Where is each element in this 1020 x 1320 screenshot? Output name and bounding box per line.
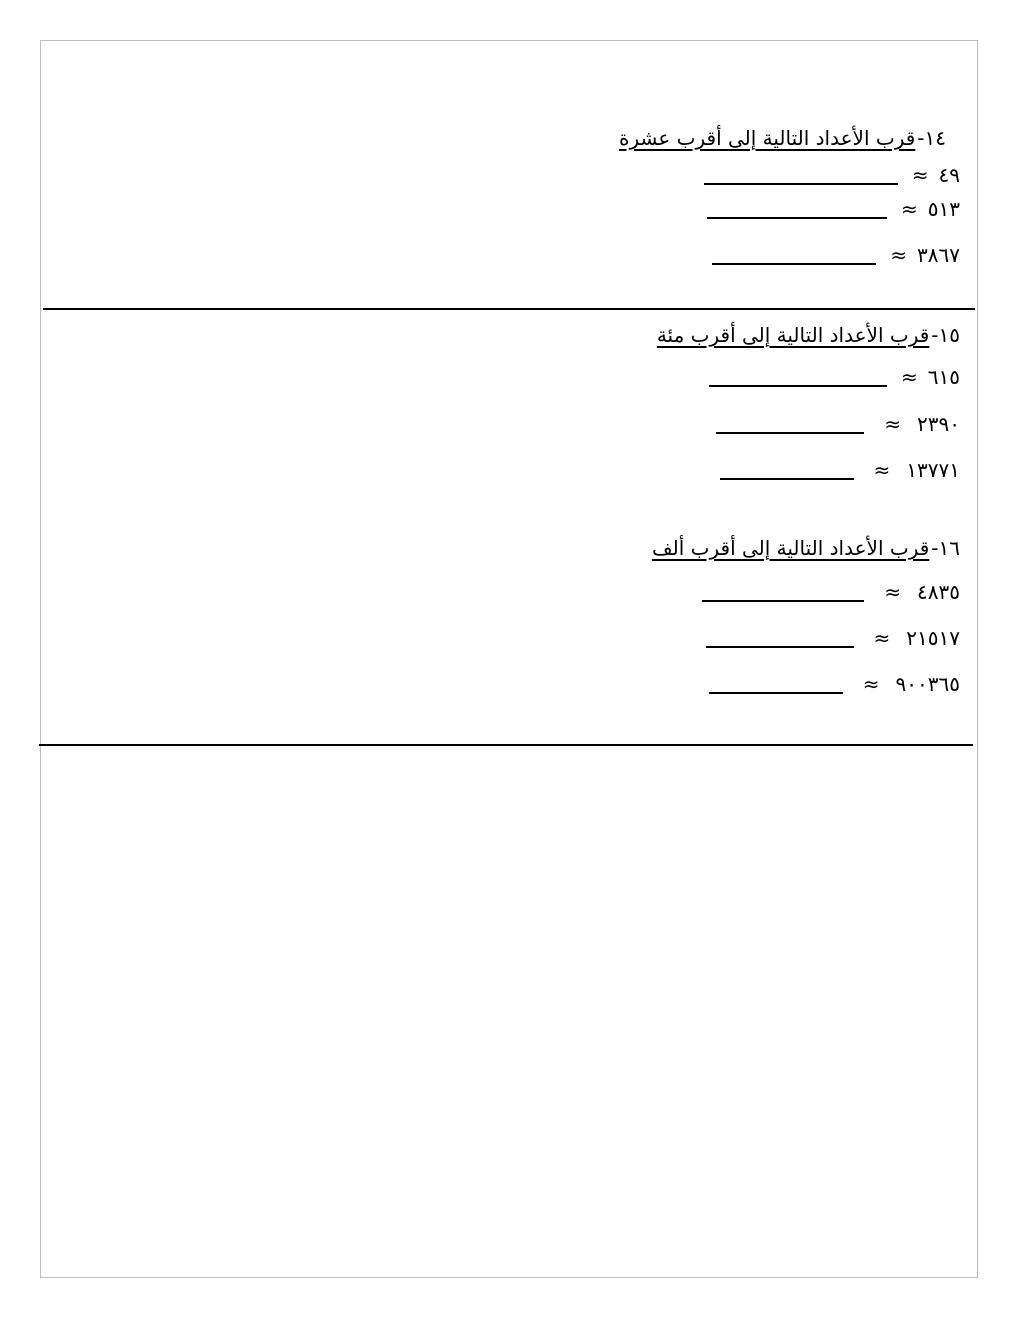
approx-symbol: ≈ (901, 365, 918, 389)
answer-blank[interactable] (704, 165, 898, 185)
question-16-title (652, 535, 960, 561)
approx-symbol: ≈ (884, 412, 902, 436)
answer-row (712, 241, 960, 269)
question-15-title (657, 322, 960, 348)
answer-blank[interactable] (707, 199, 887, 219)
section-divider (39, 744, 973, 746)
approx-symbol: ≈ (862, 672, 880, 696)
approx-symbol: ≈ (901, 197, 918, 221)
answer-blank[interactable] (702, 582, 864, 602)
number-value: ٢١٥١٧ (906, 626, 960, 650)
page-frame (40, 40, 978, 1278)
answer-row (702, 578, 960, 606)
answer-blank[interactable] (720, 460, 854, 480)
approx-symbol: ≈ (890, 243, 908, 267)
number-value: ٣٨٦٧ (917, 243, 960, 267)
answer-row (716, 410, 960, 438)
answer-row (709, 363, 960, 391)
number-value: ٢٣٩٠ (917, 412, 960, 436)
answer-blank[interactable] (716, 414, 864, 434)
number-value: ٤٨٣٥ (917, 580, 960, 604)
answer-blank[interactable] (709, 367, 887, 387)
section-divider (43, 308, 975, 310)
question-text: قرب الأعداد التالية إلى أقرب عشرة (619, 126, 916, 150)
answer-blank[interactable] (712, 245, 876, 265)
question-number: ١٦- (931, 536, 960, 560)
question-number: ١٥- (931, 323, 960, 347)
approx-symbol: ≈ (911, 163, 929, 187)
answer-blank[interactable] (706, 628, 854, 648)
answer-blank[interactable] (709, 674, 843, 694)
number-value: ٦١٥ (927, 365, 960, 389)
number-value: ١٣٧٧١ (906, 458, 960, 482)
approx-symbol: ≈ (873, 626, 891, 650)
answer-row (706, 624, 960, 652)
number-value: ٥١٣ (927, 197, 960, 221)
approx-symbol: ≈ (873, 458, 891, 482)
number-value: ٩٠٠٣٦٥ (895, 672, 960, 696)
answer-row (704, 161, 960, 189)
answer-row (707, 195, 960, 223)
question-number: ١٤- (917, 126, 946, 150)
question-text: قرب الأعداد التالية إلى أقرب ألف (651, 536, 930, 560)
approx-symbol: ≈ (884, 580, 902, 604)
answer-row (709, 670, 960, 698)
question-text: قرب الأعداد التالية إلى أقرب مئة (656, 323, 930, 347)
answer-row (720, 456, 960, 484)
question-14-title (619, 125, 946, 151)
number-value: ٤٩ (938, 163, 960, 187)
